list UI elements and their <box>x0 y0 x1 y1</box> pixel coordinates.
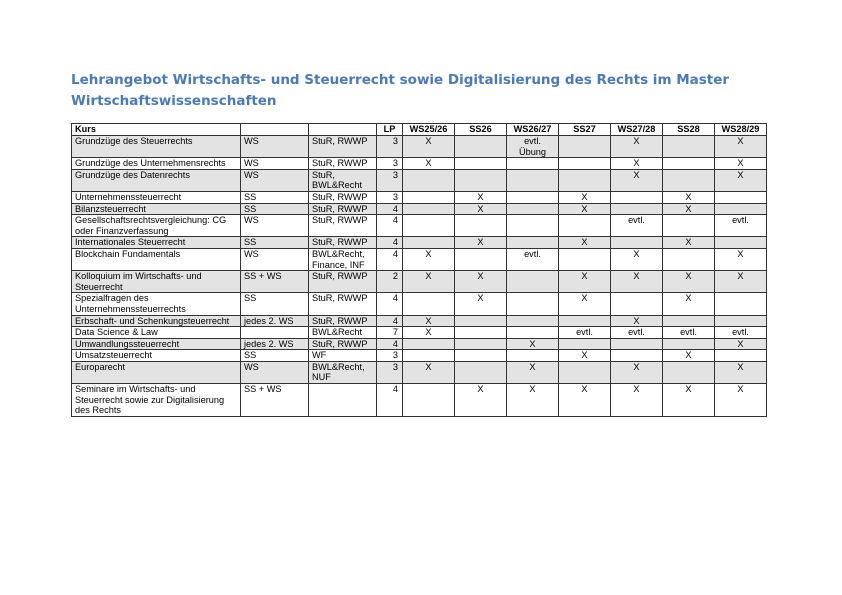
cell-bereich <box>309 384 377 417</box>
cell-ws2627 <box>507 315 559 327</box>
cell-lp: 4 <box>377 203 403 215</box>
cell-ss28 <box>663 248 715 270</box>
cell-kurs: Gesellschaftsrechtsvergleichung: CG oder Finanzverfassung <box>72 215 241 237</box>
cell-ss27: X <box>559 191 611 203</box>
cell-bereich: StuR, RWWP <box>309 191 377 203</box>
cell-kurs: Blockchain Fundamentals <box>72 248 241 270</box>
cell-kurs: Seminare im Wirtschafts- und Steuerrecht sowie zur Digitalisierung des Rechts <box>72 384 241 417</box>
column-header-kurs: Kurs <box>72 124 241 136</box>
table-row <box>72 248 767 270</box>
cell-ws2526: X <box>403 315 455 327</box>
cell-ws2728: X <box>611 315 663 327</box>
table-row <box>72 215 767 237</box>
cell-kurs: Umsatzsteuerrecht <box>72 350 241 362</box>
cell-ws2728: evtl. <box>611 215 663 237</box>
cell-ws2728 <box>611 293 663 315</box>
cell-ss26 <box>455 136 507 158</box>
cell-kurs: Erbschaft- und Schenkungsteuerrecht <box>72 315 241 327</box>
cell-bereich: WF <box>309 350 377 362</box>
cell-ss28: evtl. <box>663 327 715 339</box>
cell-bereich: StuR, RWWP <box>309 271 377 293</box>
cell-ws2526 <box>403 215 455 237</box>
cell-bereich: BWL&Recht <box>309 327 377 339</box>
column-header-bereich <box>309 124 377 136</box>
cell-ws2627 <box>507 327 559 339</box>
cell-ws2526: X <box>403 136 455 158</box>
cell-ws2728 <box>611 338 663 350</box>
cell-ss26 <box>455 315 507 327</box>
cell-ws2627: X <box>507 338 559 350</box>
cell-lp: 3 <box>377 361 403 383</box>
column-header-ws2627: WS26/27 <box>507 124 559 136</box>
table-row <box>72 158 767 170</box>
cell-ss28 <box>663 136 715 158</box>
cell-bereich: StuR, BWL&Recht <box>309 169 377 191</box>
cell-ws2526 <box>403 237 455 249</box>
cell-turnus: jedes 2. WS <box>241 338 309 350</box>
course-offering-table <box>71 123 767 417</box>
cell-ws2526 <box>403 191 455 203</box>
cell-ss26 <box>455 338 507 350</box>
cell-ws2526: X <box>403 158 455 170</box>
cell-lp: 3 <box>377 169 403 191</box>
cell-ss28: X <box>663 293 715 315</box>
cell-turnus: jedes 2. WS <box>241 315 309 327</box>
cell-lp: 3 <box>377 191 403 203</box>
cell-ws2627: evtl. <box>507 248 559 270</box>
cell-ws2728 <box>611 237 663 249</box>
cell-kurs: Spezialfragen des Unternehmenssteuerrechts <box>72 293 241 315</box>
column-header-ws2829: WS28/29 <box>715 124 767 136</box>
cell-ws2526: X <box>403 271 455 293</box>
table-row <box>72 327 767 339</box>
cell-bereich: BWL&Recht, NUF <box>309 361 377 383</box>
cell-ws2526 <box>403 338 455 350</box>
cell-ws2526 <box>403 293 455 315</box>
cell-turnus: WS <box>241 361 309 383</box>
cell-turnus: WS <box>241 169 309 191</box>
cell-ws2627: evtl. Übung <box>507 136 559 158</box>
cell-ws2728: X <box>611 169 663 191</box>
cell-ss27: X <box>559 203 611 215</box>
cell-ss28: X <box>663 237 715 249</box>
cell-lp: 3 <box>377 350 403 362</box>
cell-ws2627 <box>507 271 559 293</box>
cell-ws2728: X <box>611 271 663 293</box>
cell-ss28: X <box>663 203 715 215</box>
cell-kurs: Data Science & Law <box>72 327 241 339</box>
column-header-turnus <box>241 124 309 136</box>
cell-ws2829: X <box>715 158 767 170</box>
cell-ss27 <box>559 315 611 327</box>
cell-kurs: Grundzüge des Datenrechts <box>72 169 241 191</box>
cell-ws2627: X <box>507 384 559 417</box>
cell-ws2526: X <box>403 361 455 383</box>
cell-ss26: X <box>455 237 507 249</box>
cell-ss27: X <box>559 384 611 417</box>
cell-lp: 4 <box>377 338 403 350</box>
cell-kurs: Grundzüge des Unternehmensrechts <box>72 158 241 170</box>
cell-ss26 <box>455 361 507 383</box>
cell-bereich: StuR, RWWP <box>309 136 377 158</box>
cell-ss27 <box>559 136 611 158</box>
cell-ws2526: X <box>403 327 455 339</box>
cell-turnus: WS <box>241 136 309 158</box>
column-header-ss28: SS28 <box>663 124 715 136</box>
column-header-ws2728: WS27/28 <box>611 124 663 136</box>
cell-ss27 <box>559 158 611 170</box>
cell-ws2829 <box>715 191 767 203</box>
cell-ss27: X <box>559 271 611 293</box>
cell-lp: 4 <box>377 315 403 327</box>
cell-lp: 4 <box>377 237 403 249</box>
table-header-row <box>72 124 767 136</box>
cell-kurs: Grundzüge des Steuerrechts <box>72 136 241 158</box>
cell-turnus: SS + WS <box>241 271 309 293</box>
document-title: Lehrangebot Wirtschafts- und Steuerrecht sowie Digitalisierung des Rechts im Master Wirtschaftswissenschaften <box>71 72 730 109</box>
cell-ss27: evtl. <box>559 327 611 339</box>
cell-ss28 <box>663 338 715 350</box>
cell-ws2728: evtl. <box>611 327 663 339</box>
cell-bereich: StuR, RWWP <box>309 215 377 237</box>
cell-ss28: X <box>663 350 715 362</box>
cell-turnus: SS <box>241 293 309 315</box>
table-row <box>72 136 767 158</box>
cell-kurs: Internationales Steuerrecht <box>72 237 241 249</box>
cell-ss27 <box>559 361 611 383</box>
cell-ws2526 <box>403 203 455 215</box>
column-header-ws2526: WS25/26 <box>403 124 455 136</box>
cell-turnus: WS <box>241 215 309 237</box>
cell-ws2627 <box>507 203 559 215</box>
cell-ws2728 <box>611 191 663 203</box>
cell-ws2627 <box>507 215 559 237</box>
cell-turnus: SS <box>241 350 309 362</box>
cell-ws2728 <box>611 350 663 362</box>
cell-bereich: StuR, RWWP <box>309 338 377 350</box>
column-header-lp: LP <box>377 124 403 136</box>
cell-ss26: X <box>455 191 507 203</box>
cell-bereich: StuR, RWWP <box>309 237 377 249</box>
cell-ss27: X <box>559 237 611 249</box>
cell-lp: 7 <box>377 327 403 339</box>
cell-ws2829 <box>715 350 767 362</box>
cell-ws2829: evtl. <box>715 327 767 339</box>
cell-ss28 <box>663 361 715 383</box>
cell-ws2728 <box>611 203 663 215</box>
cell-ss26: X <box>455 203 507 215</box>
column-header-ss27: SS27 <box>559 124 611 136</box>
cell-ws2627: X <box>507 361 559 383</box>
cell-kurs: Kolloquium im Wirtschafts- und Steuerrecht <box>72 271 241 293</box>
cell-ss28 <box>663 169 715 191</box>
table-row <box>72 191 767 203</box>
cell-ws2829: X <box>715 361 767 383</box>
cell-lp: 4 <box>377 384 403 417</box>
cell-kurs: Umwandlungssteuerrecht <box>72 338 241 350</box>
cell-ss28 <box>663 315 715 327</box>
cell-ws2728: X <box>611 248 663 270</box>
table-row <box>72 315 767 327</box>
cell-ss28: X <box>663 384 715 417</box>
cell-bereich: StuR, RWWP <box>309 315 377 327</box>
cell-ss27 <box>559 215 611 237</box>
cell-ss26: X <box>455 271 507 293</box>
cell-turnus: SS + WS <box>241 384 309 417</box>
cell-ss27: X <box>559 293 611 315</box>
cell-ss28: X <box>663 271 715 293</box>
cell-lp: 4 <box>377 293 403 315</box>
cell-turnus: SS <box>241 191 309 203</box>
cell-turnus <box>241 327 309 339</box>
table-row <box>72 271 767 293</box>
cell-turnus: WS <box>241 248 309 270</box>
cell-ss28: X <box>663 191 715 203</box>
cell-ss26: X <box>455 293 507 315</box>
cell-ws2526 <box>403 350 455 362</box>
cell-ss26 <box>455 350 507 362</box>
cell-lp: 3 <box>377 136 403 158</box>
cell-ws2728: X <box>611 158 663 170</box>
cell-ws2829: X <box>715 169 767 191</box>
cell-ws2829 <box>715 203 767 215</box>
cell-bereich: StuR, RWWP <box>309 293 377 315</box>
cell-ss28 <box>663 158 715 170</box>
cell-ss26 <box>455 215 507 237</box>
cell-ws2829 <box>715 237 767 249</box>
cell-ws2829: X <box>715 136 767 158</box>
cell-lp: 3 <box>377 158 403 170</box>
cell-ss26 <box>455 169 507 191</box>
cell-ws2627 <box>507 293 559 315</box>
cell-bereich: BWL&Recht, Finance, INF <box>309 248 377 270</box>
cell-ws2526: X <box>403 248 455 270</box>
cell-ss28 <box>663 215 715 237</box>
cell-ws2627 <box>507 191 559 203</box>
cell-kurs: Bilanzsteuerrecht <box>72 203 241 215</box>
cell-turnus: WS <box>241 158 309 170</box>
cell-ss26 <box>455 248 507 270</box>
cell-lp: 2 <box>377 271 403 293</box>
table-row <box>72 338 767 350</box>
table-row <box>72 203 767 215</box>
cell-turnus: SS <box>241 203 309 215</box>
table-row <box>72 350 767 362</box>
cell-lp: 4 <box>377 215 403 237</box>
cell-lp: 4 <box>377 248 403 270</box>
cell-ws2627 <box>507 158 559 170</box>
cell-ws2627 <box>507 350 559 362</box>
table-row <box>72 384 767 417</box>
cell-ws2829 <box>715 315 767 327</box>
cell-turnus: SS <box>241 237 309 249</box>
table-row <box>72 361 767 383</box>
cell-ws2526 <box>403 169 455 191</box>
table-row <box>72 237 767 249</box>
cell-ss27: X <box>559 350 611 362</box>
cell-bereich: StuR, RWWP <box>309 203 377 215</box>
cell-ss26: X <box>455 384 507 417</box>
cell-kurs: Unternehmenssteuerrecht <box>72 191 241 203</box>
cell-ws2627 <box>507 237 559 249</box>
cell-ws2728: X <box>611 361 663 383</box>
cell-ws2829: evtl. <box>715 215 767 237</box>
cell-ws2829: X <box>715 248 767 270</box>
cell-ss26 <box>455 158 507 170</box>
column-header-ss26: SS26 <box>455 124 507 136</box>
cell-ws2829 <box>715 293 767 315</box>
cell-ss27 <box>559 248 611 270</box>
cell-ss27 <box>559 169 611 191</box>
cell-bereich: StuR, RWWP <box>309 158 377 170</box>
cell-ws2526 <box>403 384 455 417</box>
table-row <box>72 293 767 315</box>
table-row <box>72 169 767 191</box>
cell-ws2728: X <box>611 136 663 158</box>
cell-ws2829: X <box>715 271 767 293</box>
cell-ws2829: X <box>715 384 767 417</box>
cell-ss27 <box>559 338 611 350</box>
cell-ws2728: X <box>611 384 663 417</box>
cell-kurs: Europarecht <box>72 361 241 383</box>
cell-ws2627 <box>507 169 559 191</box>
cell-ss26 <box>455 327 507 339</box>
cell-ws2829: X <box>715 338 767 350</box>
